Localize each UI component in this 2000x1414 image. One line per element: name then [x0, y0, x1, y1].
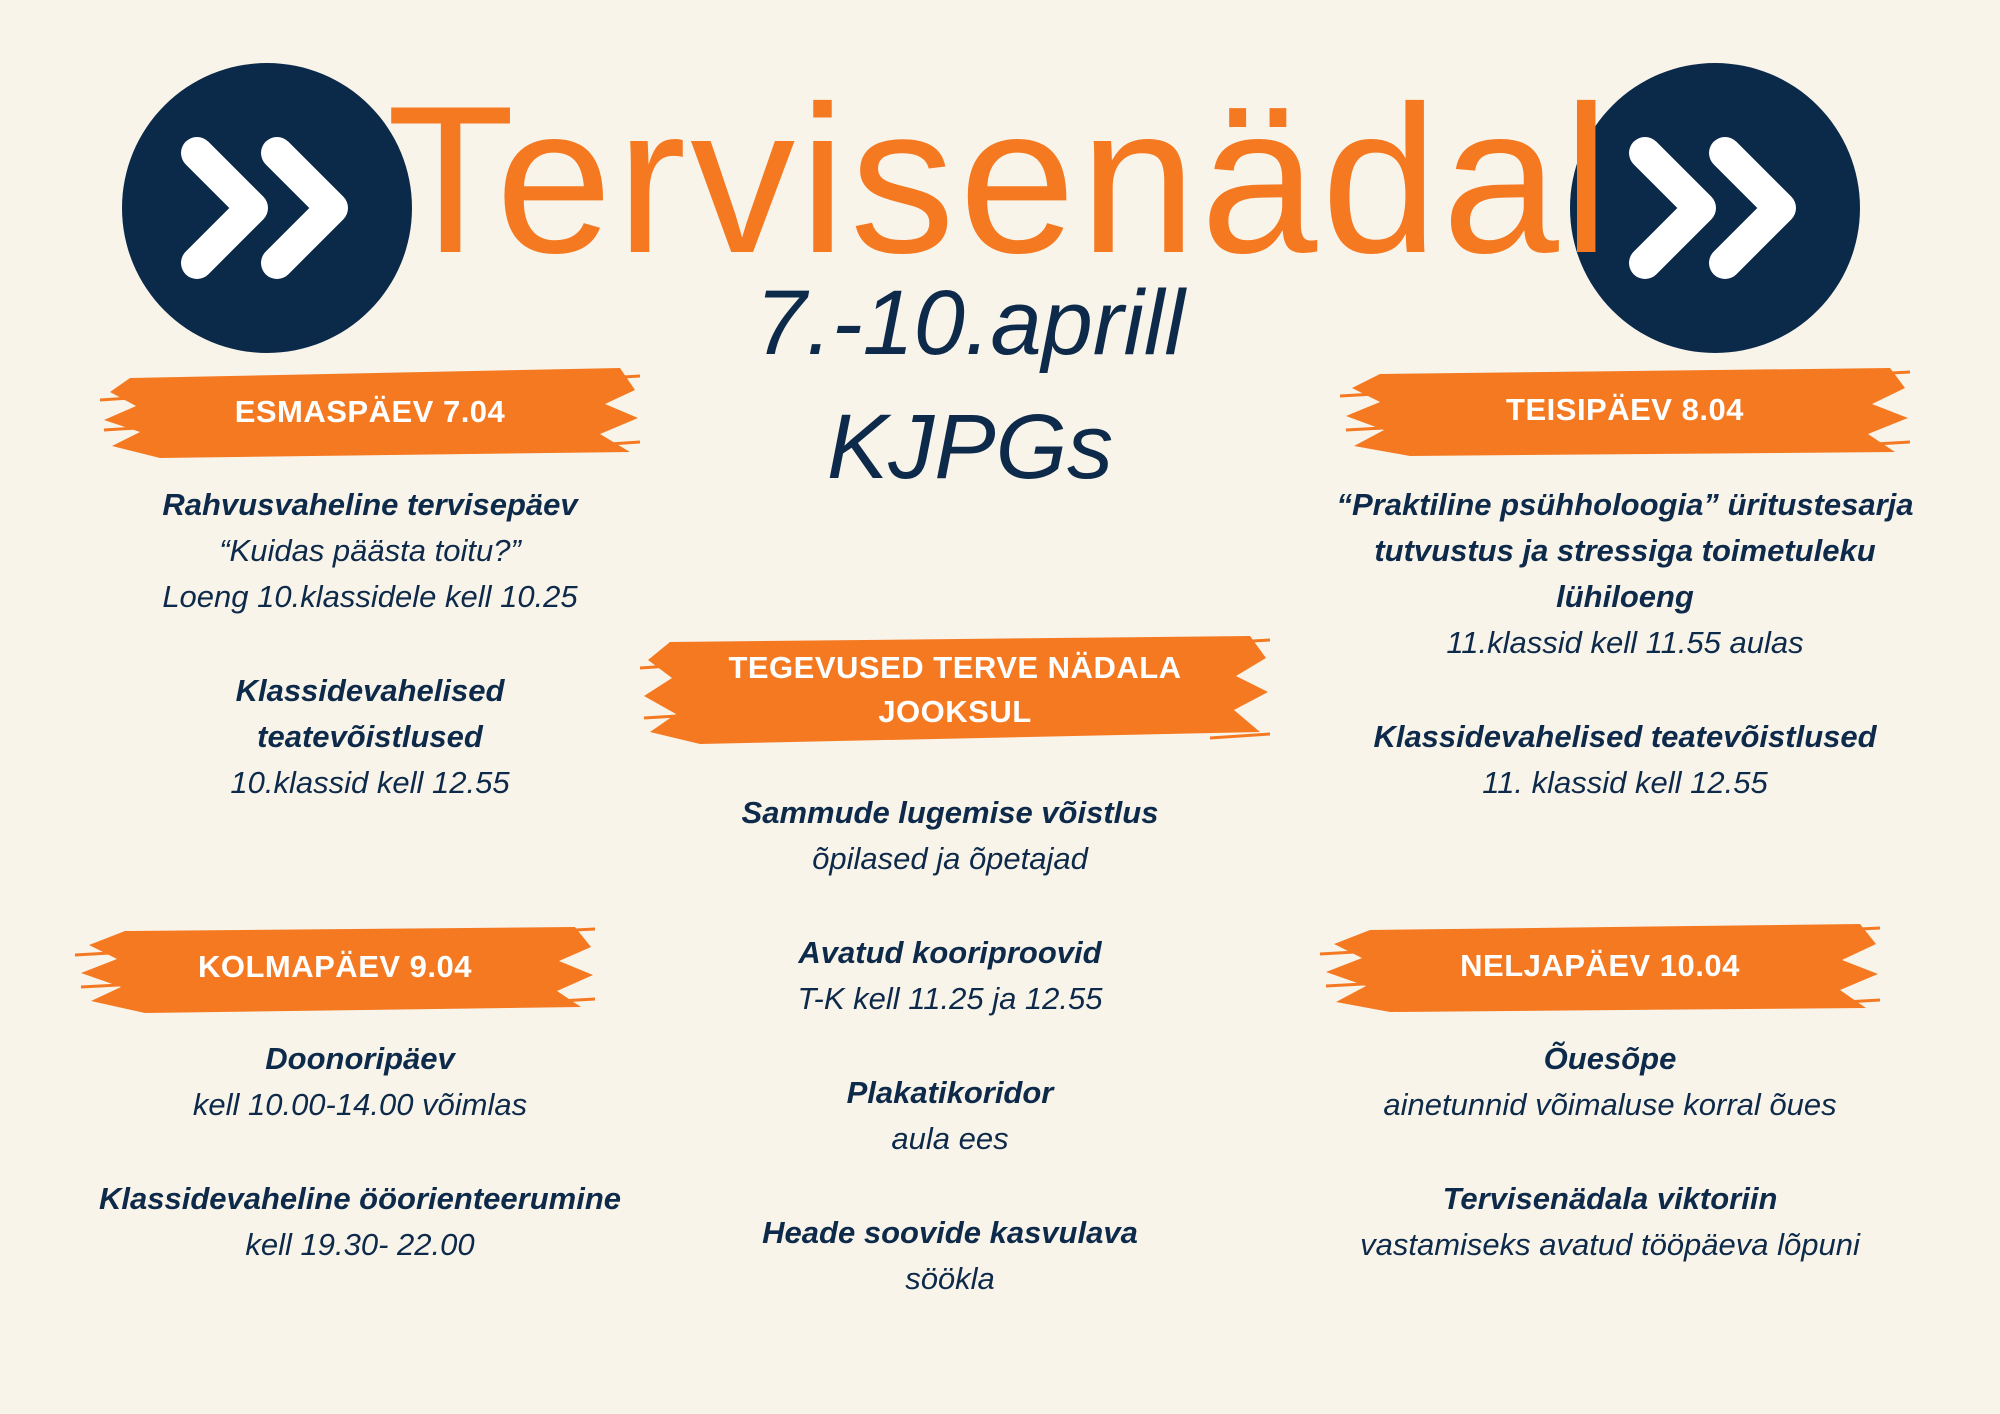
monday-event1-detail: Loeng 10.klassidele kell 10.25	[162, 579, 578, 614]
tuesday-event1-title-line2: tutvustus ja stressiga toimetuleku	[1374, 533, 1876, 568]
week-heading-line1: TEGEVUSED TERVE NÄDALA	[728, 650, 1182, 685]
tuesday-event2-title: Klassidevahelised teatevõistlused	[1373, 719, 1877, 754]
event-dates: 7.-10.aprill	[755, 272, 1185, 374]
week-item-title: Heade soovide kasvulava	[762, 1215, 1138, 1250]
monday-heading: ESMASPÄEV 7.04	[234, 394, 506, 429]
wednesday-banner	[75, 915, 595, 1019]
wednesday-event1-detail: kell 10.00-14.00 võimlas	[192, 1087, 528, 1122]
thursday-heading: NELJAPÄEV 10.04	[1460, 948, 1740, 983]
monday-event1-subtitle: “Kuidas päästa toitu?”	[219, 533, 521, 568]
monday-banner	[100, 360, 640, 464]
monday-event1-title: Rahvusvaheline tervisepäev	[162, 487, 578, 522]
wednesday-event2-title: Klassidevaheline ööorienteerumine	[98, 1181, 621, 1216]
tuesday-event2-detail: 11. klassid kell 12.55	[1482, 765, 1768, 800]
wednesday-heading: KOLMAPÄEV 9.04	[197, 949, 472, 984]
week-item-title: Sammude lugemise võistlus	[741, 795, 1159, 830]
week-heading	[640, 646, 1270, 734]
tuesday-event1-title-line3: lühiloeng	[1556, 579, 1694, 614]
school-name: KJPGs	[826, 396, 1114, 498]
week-item-detail: õpilased ja õpetajad	[812, 841, 1088, 876]
thursday-event1-title: Õuesõpe	[1543, 1041, 1677, 1076]
week-item-detail: aula ees	[891, 1121, 1009, 1156]
thursday-event2-title: Tervisenädala viktoriin	[1442, 1181, 1778, 1216]
thursday-banner	[1320, 912, 1880, 1020]
tuesday-event1-detail: 11.klassid kell 11.55 aulas	[1446, 625, 1804, 660]
week-item-detail: söökla	[905, 1261, 995, 1296]
thursday-event1-detail: ainetunnid võimaluse korral õues	[1383, 1087, 1837, 1122]
week-heading-line2: JOOKSUL	[878, 694, 1032, 729]
thursday-event2-detail: vastamiseks avatud tööpäeva lõpuni	[1360, 1227, 1860, 1262]
tuesday-content	[1270, 482, 1980, 806]
monday-event2-title-line1: Klassidevahelised	[235, 673, 505, 708]
week-content	[650, 790, 1250, 1302]
week-item-detail: T-K kell 11.25 ja 12.55	[797, 981, 1103, 1016]
tuesday-event1-title-line1: “Praktiline psühholoogia” üritustesarja	[1336, 487, 1914, 522]
wednesday-event2-detail: kell 19.30- 22.00	[245, 1227, 475, 1262]
thursday-content	[1290, 1036, 1930, 1268]
wednesday-event1-title: Doonoripäev	[265, 1041, 455, 1076]
week-banner	[640, 628, 1270, 752]
page-title: Tervisenädal	[386, 62, 1614, 297]
monday-content	[80, 482, 660, 806]
monday-event2-title-line2: teatevõistlused	[257, 719, 483, 754]
tuesday-heading: TEISIPÄEV 8.04	[1506, 392, 1744, 427]
wednesday-content	[40, 1036, 680, 1268]
week-item-title: Avatud kooriproovid	[798, 935, 1102, 970]
week-item-title: Plakatikoridor	[846, 1075, 1054, 1110]
monday-event2-detail: 10.klassid kell 12.55	[230, 765, 510, 800]
tuesday-banner	[1340, 358, 1910, 462]
